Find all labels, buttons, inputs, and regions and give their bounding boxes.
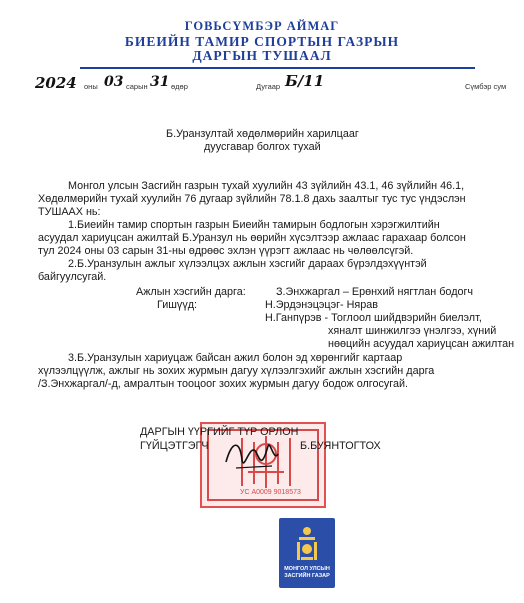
date-day-suffix: өдөр xyxy=(171,82,188,91)
committee-member-1: Н.Эрдэнэцэцэг- Нярав xyxy=(265,299,379,311)
committee-member-2-line-3: нөөцийн асуудал хариуцсан ажилтан xyxy=(328,338,515,350)
para4-line-3: /З.Энхжаргал/-д, амралтын тооцоог зохих журмын дагуу бодож олгосугай. xyxy=(38,378,409,390)
para1-line-3: ТУШААХ нь: xyxy=(38,206,101,218)
para2-line-1: 1.Биеийн тамир спортын газрын Биеийн тамирын бодлогын хэрэгжилтийн xyxy=(68,219,440,231)
logo-caption-line-1: МОНГОЛ УЛСЫН xyxy=(284,566,330,572)
date-month: 03 xyxy=(104,74,124,90)
para2-line-2: асуудал хариуцсан ажилтай Б.Уранзул нь өөрийн хүсэлтээр ажлаас гарахаар болсон xyxy=(38,232,466,244)
stamp-number: УС A0009 9018573 xyxy=(240,489,301,496)
logo-caption xyxy=(281,566,333,580)
committee-members-label: Гишүүд: xyxy=(157,299,198,311)
para1-line-1: Монгол улсын Засгийн газрын тухай хуулийн 43 зүйлийн 43.1, 46 зүйлийн 46.1, xyxy=(68,180,465,192)
subject-line-2: дуусгавар болгох тухай xyxy=(204,141,321,153)
committee-head: З.Энхжаргал – Ерөнхий нягтлан бодогч xyxy=(276,286,474,298)
signatory-name: Б.БУЯНТОГТОХ xyxy=(300,440,381,452)
date-month-suffix: сарын xyxy=(126,82,148,91)
para1-line-2: Хөдөлмөрийн тухай хуулийн 76 дугаар зүйлийн 78.1.8 дахь заалтыг тус тус үндэслэн xyxy=(38,193,466,205)
para2-line-3: тул 2024 оны 03 сарын 31-ны өдрөөс эхлэн үүрэгт ажлаас нь чөлөөлсүгэй. xyxy=(38,245,414,257)
soyombo-emblem-icon xyxy=(279,518,335,566)
aimag-title: ГОВЬСҮМБЭР АЙМАГ xyxy=(184,19,340,33)
signatory-title-line-1: ДАРГЫН ҮҮРГИЙГ ТҮР ОРЛОН xyxy=(140,426,299,438)
number-label: Дугаар xyxy=(256,82,281,91)
para3-line-2: байгуулсугай. xyxy=(38,271,107,283)
order-number: Б/11 xyxy=(285,72,325,90)
signatory-title-line-2: ГҮЙЦЭТГЭГЧ xyxy=(140,440,209,452)
handwritten-signature xyxy=(222,432,282,478)
date-year: 2024 xyxy=(35,74,77,92)
date-year-suffix: оны xyxy=(84,82,98,91)
header-rule xyxy=(80,67,475,69)
logo-caption-line-2: ЗАСГИЙН ГАЗАР xyxy=(284,573,330,579)
para3-line-1: 2.Б.Уранзулын ажлыг хүлээлцэх ажлын хэсгийг дараах бүрэлдэхүүнтэй xyxy=(68,258,427,270)
committee-member-2-line-2: хяналт шинжилгээ үнэлгээ, хүний xyxy=(328,325,497,337)
agency-title: БИЕИЙН ТАМИР СПОРТЫН ГАЗРЫН xyxy=(124,34,400,49)
subject-line-1: Б.Уранзултай хөдөлмөрийн харилцааг xyxy=(166,128,359,140)
committee-member-2-line-1: Н.Ганпүрэв - Тоглоол шийдвэрийн биелэлт, xyxy=(265,312,482,324)
city-label: Сүмбэр сум xyxy=(465,82,507,91)
date-day: 31 xyxy=(150,74,170,90)
order-title: ДАРГЫН ТУШААЛ xyxy=(192,48,332,63)
committee-head-label: Ажлын хэсгийн дарга: xyxy=(136,286,246,298)
para4-line-2: хүлээлцүүлж, ажлыг нь зохих журмын дагуу хүлээлгэхийг ажлын хэсгийн дарга xyxy=(38,365,435,377)
para4-line-1: 3.Б.Уранзулын хариуцаж байсан ажил болон эд хөрөнгийг картаар xyxy=(68,352,403,364)
